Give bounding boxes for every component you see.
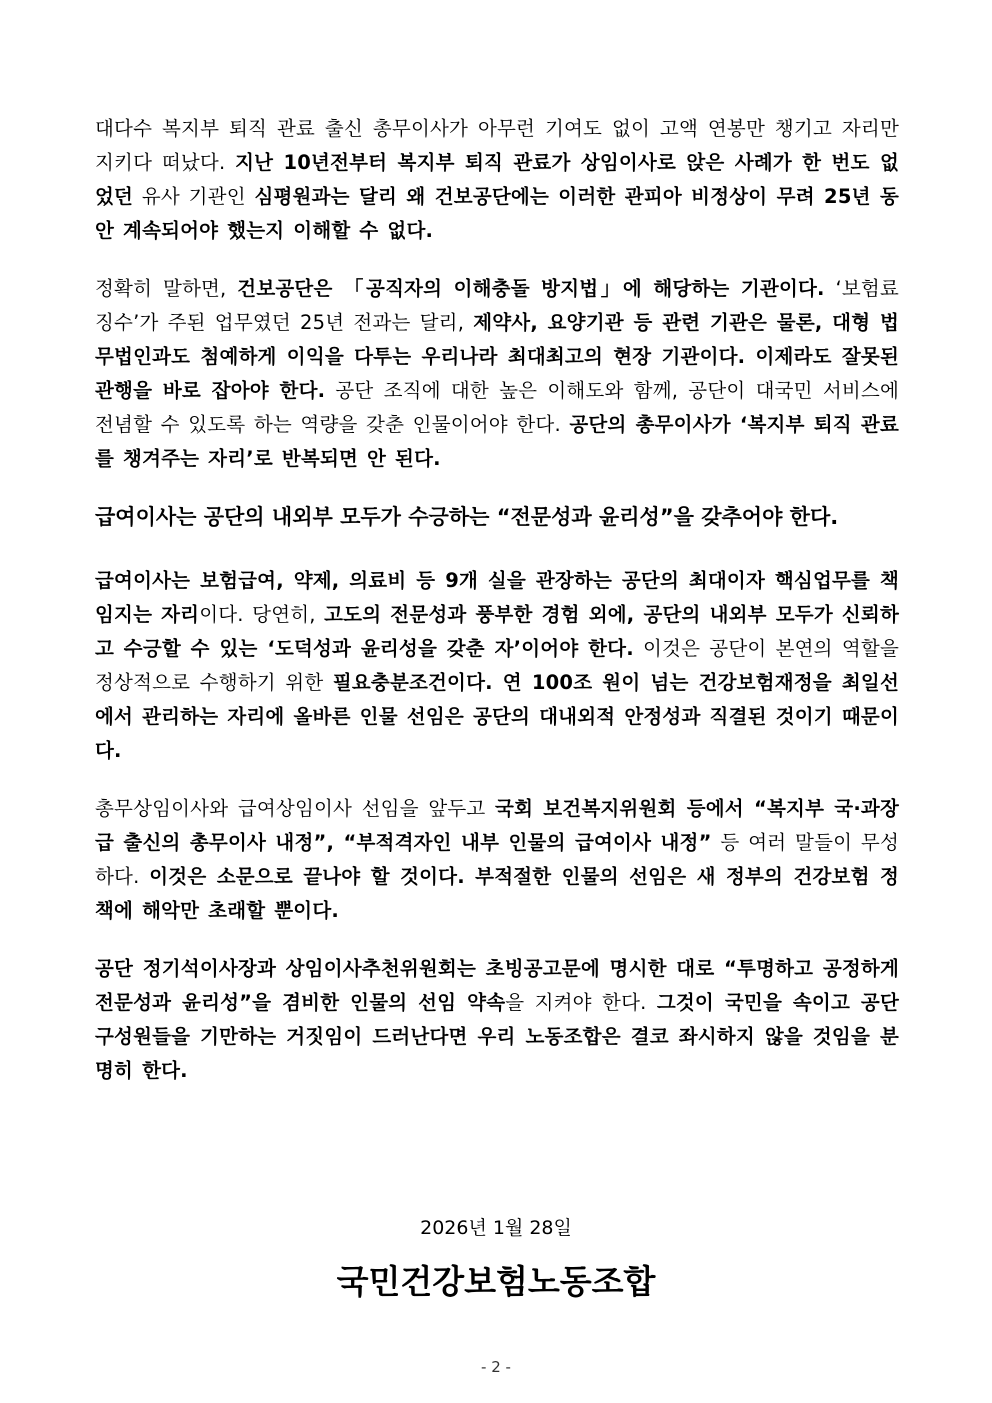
text-segment: 정확히 말하면, [95,277,238,300]
organization-name: 국민건강보험노동조합 [336,1262,656,1301]
document-date: 2026년 1월 28일 [420,1217,572,1239]
paragraph-group-2 [95,564,899,1088]
bold-text-segment: 이것은 소문으로 끝나야 할 것이다. 부적절한 인물의 선임은 새 정부의 건강보험 정책에 해악만 초래할 뿐이다. [95,865,899,922]
bold-text-segment: 공단 정기석이사장과 상임이사추천위원회는 초빙공고문에 명시한 대로 “투명하고 공정하게 전문성과 윤리성”을 겸비한 인물의 선임 약속 [95,957,899,1014]
paragraph [95,792,899,928]
text-segment: 유사 기관인 [133,185,255,208]
bold-text-segment: 고도의 전문성과 풍부한 경험 외에, 공단의 내외부 모두가 신뢰하고 수긍할 수 있는 ‘도덕성과 윤리성을 갖춘 자’이어야 한다. [95,603,900,660]
paragraph-group-1 [95,112,899,476]
bold-text-segment: 필요충분조건이다. 연 100조 원이 넘는 건강보험재정을 최일선에서 관리하는 자리에 올바른 인물 선임은 공단의 대내외적 안정성과 직결된 것이기 때문이다. [95,671,899,762]
paragraph [95,112,899,248]
bold-text-segment: 제약사, 요양기관 등 관련 기관은 물론, 대형 법무법인과도 첨예하게 이익을 다투는 우리나라 최대최고의 현장 기관이다. 이제라도 잘못된 관행을 바로 잡아야 한다. [95,311,899,402]
bold-text-segment: 지난 10년전부터 복지부 퇴직 관료가 상임이사로 앉은 사례가 한 번도 없었던 [95,151,899,208]
section-heading: 급여이사는 공단의 내외부 모두가 수긍하는 “전문성과 윤리성”을 갖추어야 한다. [95,505,839,529]
paragraph [95,952,899,1088]
text-segment: 총무상임이사와 급여상임이사 선임을 앞두고 [95,797,496,820]
bold-text-segment: 심평원과는 달리 왜 건보공단에는 이러한 관피아 비정상이 무려 25년 동안 계속되어야 했는지 이해할 수 없다. [95,185,899,242]
page-number: - 2 - [481,1358,511,1376]
bold-text-segment: 그것이 국민을 속이고 공단 구성원들을 기만하는 거짓임이 드러난다면 우리 노동조합은 결코 좌시하지 않을 것임을 분명히 한다. [95,991,899,1082]
bold-text-segment: 국회 보건복지위원회 등에서 “복지부 국·과장급 출신의 총무이사 내정”, “부적격자인 내부 인물의 급여이사 내정” [95,797,899,854]
text-segment: 공단 조직에 대한 높은 이해도와 함께, 공단이 대국민 서비스에 전념할 수 있도록 하는 역량을 갖춘 인물이어야 한다. [95,379,899,436]
text-segment: 이다. 당연히, [199,603,325,626]
bold-text-segment: 공단의 총무이사가 ‘복지부 퇴직 관료를 챙겨주는 자리’로 반복되면 안 된다. [95,413,899,470]
text-segment: 이것은 공단이 본연의 역할을 정상적으로 수행하기 위한 [95,637,899,694]
text-segment: 등 여러 말들이 무성하다. [95,831,900,888]
paragraph [95,564,899,768]
paragraph [95,272,899,476]
text-segment: ‘보험료 징수’가 주된 업무였던 25년 전과는 달리, [95,277,899,334]
bold-text-segment: 급여이사는 보험급여, 약제, 의료비 등 9개 실을 관장하는 공단의 최대이자 핵심업무를 책임지는 자리 [95,569,899,626]
bold-text-segment: 건보공단은 「공직자의 이해충돌 방지법」에 해당하는 기관이다. [237,277,825,300]
text-segment: 대다수 복지부 퇴직 관료 출신 총무이사가 아무런 기여도 없이 고액 연봉만 챙기고 자리만 지키다 떠났다. [95,117,899,174]
document-body [95,112,899,1112]
text-segment: 을 지켜야 한다. [505,991,657,1014]
